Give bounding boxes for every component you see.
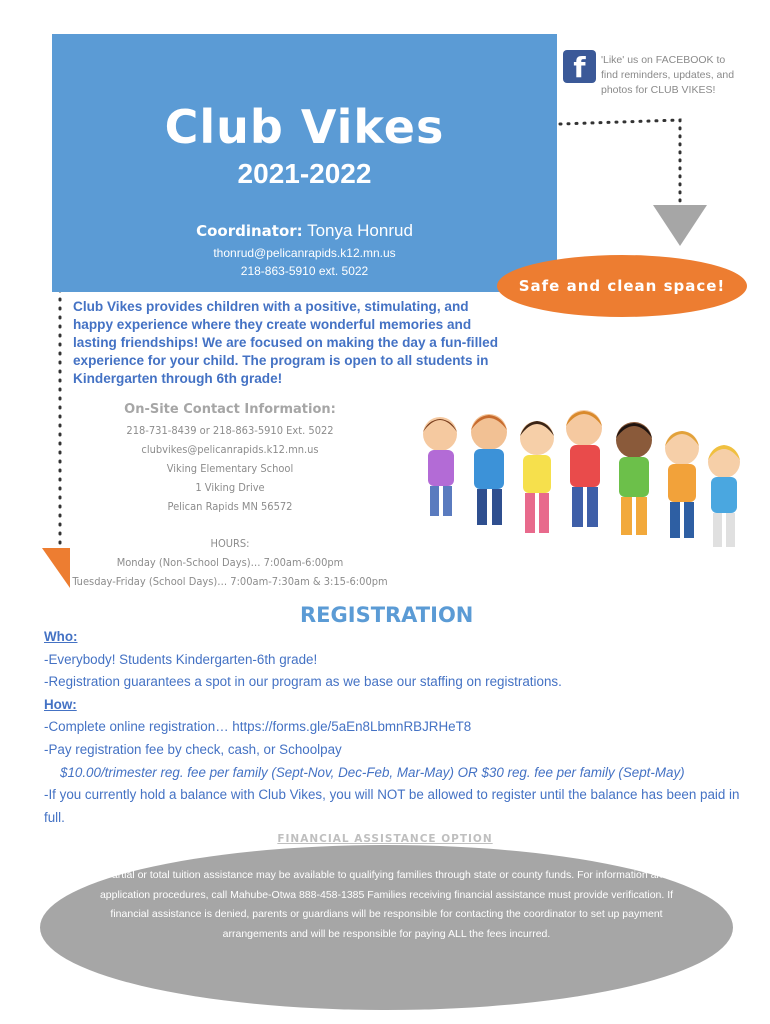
hours-monday: Monday (Non-School Days)… 7:00am-6:00pm — [116, 556, 344, 569]
financial-title: FINANCIAL ASSISTANCE OPTION — [277, 833, 493, 845]
onsite-title: On-Site Contact Information: — [124, 402, 336, 417]
child-4 — [566, 410, 602, 527]
facebook-text: 'Like' us on FACEBOOK to find reminders, updates, and photos for CLUB VIKES! — [601, 54, 735, 96]
coordinator-email[interactable]: thonrud@pelicanrapids.k12.mn.us — [213, 246, 396, 260]
how-line-2: -Pay registration fee by check, cash, or Schoolpay — [44, 741, 342, 757]
who-line-2: -Registration guarantees a spot in our program as we base our staffing on registrations. — [44, 674, 562, 690]
coordinator-name: Tonya Honrud — [302, 221, 413, 240]
fee-line: $10.00/trimester reg. fee per family (Sept-Nov, Dec-Feb, Mar-May) OR $30 reg. fee per family (Sept-May) — [60, 764, 685, 780]
child-3 — [520, 421, 554, 533]
child-6 — [665, 431, 699, 538]
onsite-school: Viking Elementary School — [166, 462, 294, 475]
onsite-street: 1 Viking Drive — [195, 481, 265, 494]
registration-block — [44, 626, 744, 829]
coordinator-phone: 218-863-5910 ext. 5022 — [240, 264, 369, 278]
onsite-email[interactable]: clubvikes@pelicanrapids.k12.mn.us — [141, 443, 319, 456]
header-box — [52, 34, 557, 292]
coordinator-label: Coordinator: — [196, 222, 303, 240]
safe-banner: Safe and clean space! — [497, 255, 747, 317]
child-2 — [471, 414, 507, 525]
child-5 — [616, 422, 652, 535]
onsite-phone: 218-731-8439 or 218-863-5910 Ext. 5022 — [126, 424, 334, 437]
coordinator — [52, 221, 557, 241]
hours-tuesday-friday: Tuesday-Friday (School Days)… 7:00am-7:30am & 3:15-6:00pm — [72, 575, 388, 588]
how-label: How: — [44, 696, 77, 712]
child-1 — [423, 417, 457, 516]
who-label: Who: — [44, 629, 78, 644]
page-title: Club Vikes — [164, 100, 445, 154]
child-7 — [708, 445, 740, 547]
registration-title: REGISTRATION — [300, 603, 474, 627]
who-line-1: -Everybody! Students Kindergarten-6th grade! — [44, 651, 318, 667]
how-line-1[interactable]: -Complete online registration… https://forms.gle/5aEn8LbmnRBJRHeT8 — [44, 719, 472, 735]
school-years: 2021-2022 — [237, 158, 372, 189]
facebook-icon[interactable]: f — [563, 50, 596, 83]
financial-text: Partial or total tuition assistance may be available to qualifying families through state or county funds. For information and application procedures, call Mahube-Otwa 888-458-1385 Families receiving financial assistance must provide verification. If financial assistance is denied, parents or guardians will be responsible for contacting the coordinator to set up payment arrangements and will be responsible for paying ALL the fees incurred. — [99, 869, 674, 940]
balance-line: -If you currently hold a balance with Club Vikes, you will NOT be allowed to register until the balance has been paid in full. — [44, 787, 740, 825]
intro-text: Club Vikes provides children with a positive, stimulating, and happy experience where they create wonderful memories and lasting friendships! We are focused on making the day a fun-filled experience for your child. The program is open to all students in Kindergarten through 6th grade! — [73, 299, 498, 386]
children-illustration — [412, 402, 747, 577]
hours-label: HOURS: — [210, 537, 250, 550]
onsite-city: Pelican Rapids MN 56572 — [167, 500, 293, 513]
